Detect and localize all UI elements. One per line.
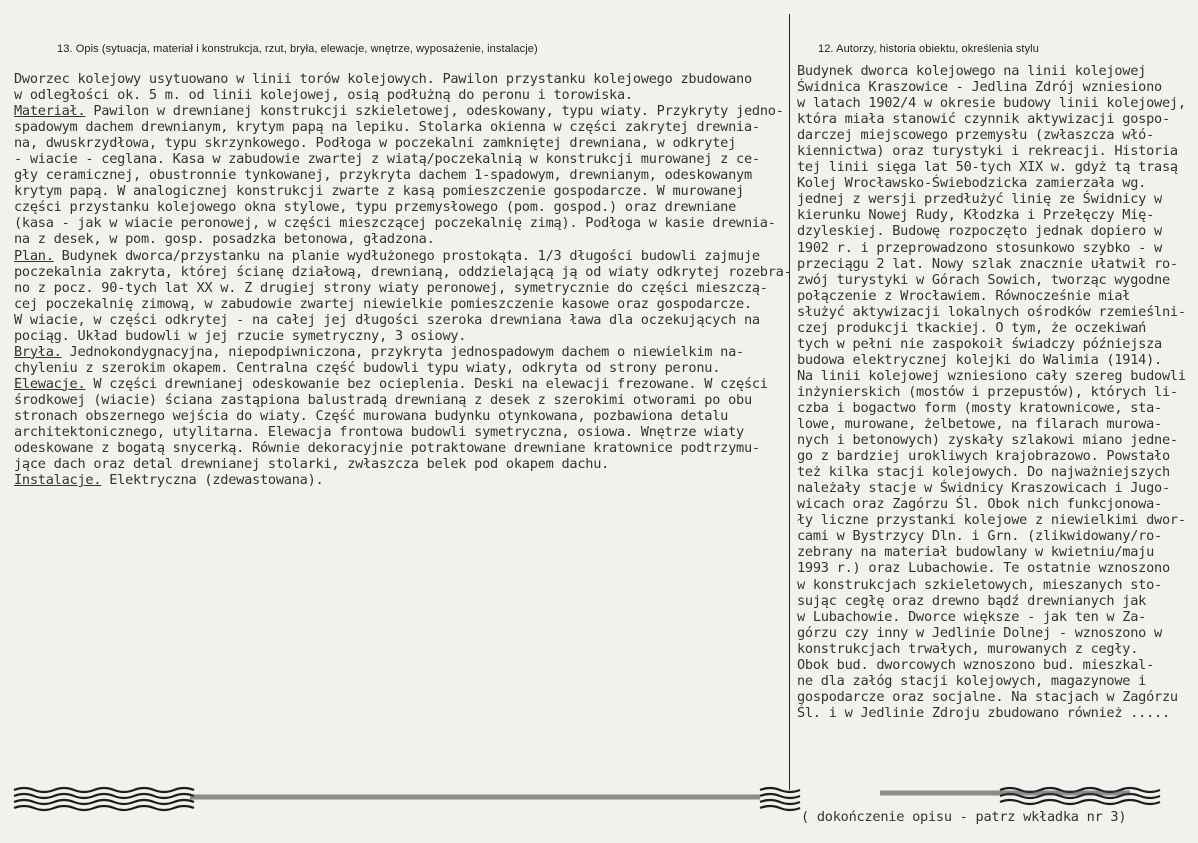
line-text: na, dwuskrzydłowa, typu skrzynkowego. Podłoga w poczekalni zamkniętej drewniana, w odkrytej [14, 135, 737, 152]
description-line [14, 119, 784, 135]
description-line [14, 280, 784, 296]
line-text: cej poczekalnię zimową, w zabudowie zwartej niewielkie pomieszczenie kasowe oraz gospodarcze. [14, 295, 752, 312]
history-line: połączenie z Wrocławiem. Równocześnie miał [797, 287, 1131, 304]
description-line [14, 296, 784, 312]
history-line: tych w pełni nie zaspokoił świadczy późniejsza [797, 335, 1162, 352]
history-line: konstrukcjach trwałych, murowanych z cegły. [797, 640, 1139, 657]
history-line: jednej z wersji przedłużyć linię ze Świdnicy w [797, 191, 1162, 208]
line-text: W wiacie, w części odkrytej - na całej jej długości szeroka drewniana ława dla oczekujących na [14, 311, 760, 328]
history-line: gospodarcze oraz socjalne. Na stacjach w Zagórzu [797, 688, 1178, 705]
history-line: w Lubachowie. Dworce większe - jak ten w Za- [797, 608, 1147, 625]
description-line [14, 167, 784, 183]
description-line [14, 408, 784, 424]
history-line: w latach 1902/4 w okresie budowy linii kolejowej, [797, 95, 1186, 112]
history-line: budowa elektrycznej kolejki do Walimia (1914). [797, 351, 1162, 368]
history-line: 1902 r. i przeprowadzono stosunkowo szybko - w [797, 239, 1162, 256]
description-line [14, 263, 792, 280]
history-line: w konstrukcjach szkieletowych, mieszanych sto- [797, 576, 1162, 593]
history-line: Obok bud. dworcowych wznoszono bud. mieszkal- [797, 656, 1155, 673]
description-line [14, 231, 784, 247]
history-line: przeciągu 2 lat. Nowy szlak znacznie ułatwił ro- [797, 255, 1178, 272]
section-label: Elewacje. [14, 375, 86, 392]
description-line [14, 424, 784, 440]
line-text: jące dach oraz detal drewnianej stolarki, zwłaszcza belek pod okapem dachu. [14, 456, 610, 473]
description-line [14, 344, 784, 360]
history-line: cami w Bystrzycy Dln. i Grn. (zlikwidowany/ro- [797, 528, 1162, 545]
history-line: Budynek dworca kolejowego na linii kolejowej [797, 63, 1147, 79]
line-text: części przystanku kolejowego okna stylowe, typu przemysłowego (pom. gospod.) oraz drewniane [14, 199, 737, 216]
line-text: spadowym dachem drewnianym, krytym papą na lepiku. Stolarka okienna w części zakrytej drewnia- [14, 119, 760, 136]
history-line: ne dla załóg stacji kolejowych, magazynowe i [797, 672, 1147, 689]
history-line: lowe, murowane, żelbetowe, na filarach murowa- [797, 416, 1162, 433]
section-12-header: 12. Autorzy, historia obiektu, określenia stylu [818, 43, 1039, 55]
description-line [14, 360, 784, 376]
description-line [14, 312, 784, 328]
line-text: no z pocz. 90-tych lat XX w. Z drugiej strony wiaty peronowej, symetrycznie do części mieszczą- [14, 279, 768, 296]
history-line: Na linii kolejowej wzniesiono cały szereg budowli [797, 367, 1186, 384]
line-text: Pawilon w drewnianej konstrukcji szkieletowej, odeskowany, typu wiaty. Przykryty jedno- [85, 103, 784, 120]
description-line [14, 440, 784, 456]
line-text: Jednokondygnacyjna, niepodpiwniczona, przykryta jednospadowym dachem o niewielkim na- [61, 343, 744, 360]
line-text: (kasa - jak w wiacie peronowej, w części mieszczącej poczekalnię zimą). Podłoga w kasie drewnia- [14, 215, 776, 232]
description-line [14, 183, 784, 199]
line-text: na z desek, w pom. gosp. posadzka betonowa, gładzona. [14, 231, 435, 248]
history-column [797, 63, 1195, 721]
description-line [14, 151, 784, 167]
history-line: sując cegłę oraz drewno bądź drewnianych jak [797, 592, 1147, 609]
description-line [14, 199, 784, 215]
history-line: czej produkcji tkackiej. O tym, że oczekiwań [797, 319, 1147, 336]
history-line: należały stacje w Świdnicy Kraszowicach i Jugo- [797, 480, 1170, 497]
column-divider [789, 14, 790, 790]
description-line [14, 87, 784, 103]
history-line: zebrany na materiał budowlany w kwietniu/maju [797, 544, 1155, 561]
line-text: gły ceramicznej, obustronnie tynkowanej, przykryta dachem 1-spadowym, drewnianym, odeskowanym [14, 167, 752, 184]
description-line [14, 103, 784, 119]
section-label: Bryła. [14, 343, 62, 360]
line-text: środkowej (wiacie) ściana zastąpiona balustradą drewnianą z desek z szerokimi otworami po obu [14, 391, 752, 408]
history-line: górzu czy inny w Jedlinie Dolnej - wznoszono w [797, 624, 1162, 641]
history-line: kierunku Nowej Rudy, Kłodzka i Przełęczy Mię- [797, 207, 1155, 224]
line-text: odeskowane z bogatą snycerką. Równie dekoracyjnie potraktowane drewniane kratownice podtrzymu- [14, 440, 760, 457]
line-text: Dworzec kolejowy usytuowano w linii torów kolejowych. Pawilon przystanku kolejowego zbudowano [14, 71, 752, 87]
history-line: wicach oraz Zagórzu Śl. Obok nich funkcjonowa- [797, 496, 1162, 513]
description-line [14, 248, 784, 264]
history-line: inżynierskich (mostów i przepustów), których li- [797, 383, 1178, 400]
history-line: darczej miejscowego przemysłu (zwłaszcza włó- [797, 127, 1155, 144]
line-text: chyleniu z szerokim okapem. Centralna część budowli typu wiaty, odkryta od strony peronu. [14, 359, 721, 376]
history-line: dzyleskiej. Budowę rozpoczęto jednak dopiero w [797, 223, 1162, 240]
line-text: poczekalnia zakryta, której ścianę działową, drewnianą, oddzielającą ją od wiaty odkrytej rozebra- [14, 263, 792, 280]
history-line: go z bardziej urokliwych krajobrazowo. Powstało [797, 448, 1170, 465]
section-label: Instalacje. [14, 472, 102, 489]
line-text: krytym papą. W analogicznej konstrukcji zwarte z kasą pomieszczenie gospodarcze. W murowanej [14, 183, 744, 200]
line-text: w odległości ok. 5 m. od linii kolejowej, osią podłużną do peronu i torowiska. [14, 87, 633, 104]
line-text: W części drewnianej odeskowanie bez ocieplenia. Deski na elewacji frezowane. W części [85, 375, 768, 392]
description-line [14, 376, 784, 392]
line-text: stronach obszernego wejścia do wiaty. Część murowana budynku otynkowana, pozbawiona detalu [14, 407, 729, 424]
history-line: zwój turystyki w Górach Sowich, tworząc wygodne [797, 271, 1170, 288]
section-label: Plan. [14, 247, 54, 264]
history-line: tej linii sięga lat 50-tych XIX w. gdyż tą trasą [797, 159, 1178, 176]
history-line: też kilka stacji kolejowych. Do najważniejszych [797, 464, 1170, 481]
history-line: służyć aktywizacji lokalnych ośrodków rzemieślni- [797, 303, 1186, 320]
history-line: która miała stanowić czynnik aktywizacji gospo- [797, 111, 1170, 128]
description-line [14, 392, 784, 408]
line-text: Elektryczna (zdewastowana). [101, 472, 324, 489]
history-line: nych i betonowych) zyskały szlakowi miano jedne- [797, 432, 1178, 449]
description-line [14, 472, 784, 488]
history-line: ły liczne przystanki kolejowe z niewielkimi dwor- [797, 512, 1186, 529]
section-label: Materiał. [14, 103, 86, 120]
history-line: 1993 r.) oraz Lubachowie. Te ostatnie wznoszono [797, 560, 1170, 577]
description-column [14, 71, 792, 489]
description-line [14, 215, 784, 231]
section-13-header: 13. Opis (sytuacja, materiał i konstrukcja, rzut, bryła, elewacje, wnętrze, wyposażenie, instalacje) [57, 43, 538, 55]
line-text: - wiacie - ceglana. Kasa w zabudowie zwartej z wiatą/poczekalnią w konstrukcji murowanej z ce- [14, 151, 760, 168]
line-text: Budynek dworca/przystanku na planie wydłużonego prostokąta. 1/3 długości budowli zajmuje [53, 247, 760, 264]
description-line [14, 328, 784, 344]
history-line: Kolej Wrocławsko-Świebodzicka zamierzała wg. [797, 175, 1147, 192]
line-text: architektonicznego, utylitarna. Elewacja frontowa budowli symetryczna, osiowa. Wnętrze wiaty [14, 424, 744, 441]
description-line [14, 135, 784, 151]
continuation-note: ( dokończenie opisu - patrz wkładka nr 3) [801, 809, 1127, 825]
history-line: czba i bogactwo form (mosty kratownicowe, sta- [797, 399, 1162, 416]
history-line: kiennictwa) oraz turystyki i rekreacji. Historia [797, 143, 1178, 160]
history-line: Świdnica Kraszowice - Jedlina Zdrój wzniesiono [797, 79, 1162, 96]
line-text: pociąg. Układ budowli w jej rzucie symetryczny, 3 osiowy. [14, 327, 467, 344]
description-line [14, 71, 784, 87]
history-line: Śl. i w Jedlinie Zdroju zbudowano również ..... [797, 704, 1170, 721]
description-line [14, 456, 784, 472]
